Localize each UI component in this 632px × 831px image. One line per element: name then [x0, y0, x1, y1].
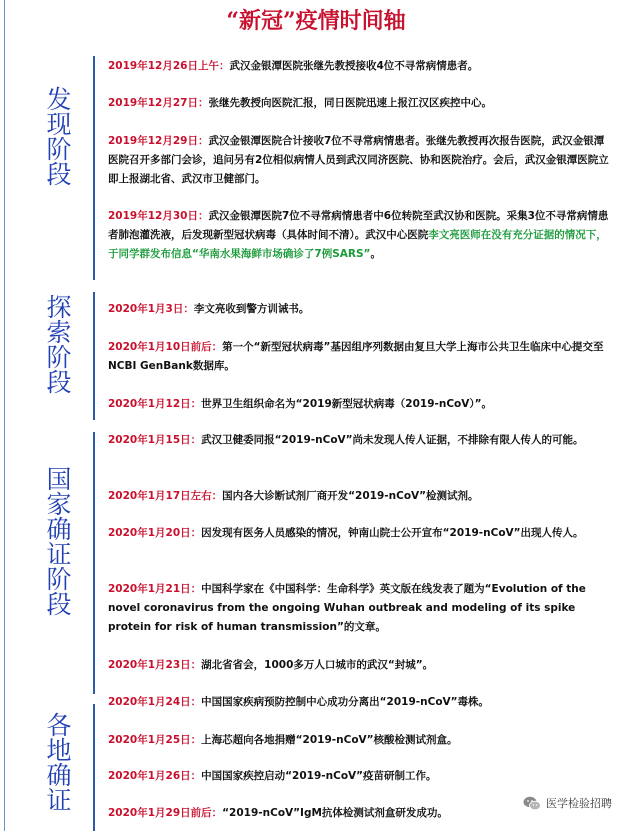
entry-text: 武汉金银潭医院张继先教授接收4位不寻常病情患者。	[229, 60, 479, 72]
entry-text: 武汉金银潭医院7位不寻常病情患者中6位转院至武汉协和医院。采集3位不寻常病情患者肺泡灌洗液，后发现新型冠状病毒（具体时间不清）。武汉中心医院	[108, 210, 609, 241]
entry-text: 张继先教授向医院汇报，同日医院迅速上报江汉区疾控中心。	[208, 97, 492, 109]
entry-text: 武汉卫健委同报“2019-nCoV”尚未发现人传人证据，不排除有限人传人的可能。	[201, 434, 584, 446]
phase-label-discovery: 发现阶段	[43, 86, 72, 186]
timeline-entry	[108, 395, 614, 414]
entry-text: 中国科学家在《中国科学：生命科学》英文版在线发表了题为“Evolution of the novel coronavirus from the ongoing Wuhan outbreak and modeling of its spike protein for risk of human transmission”的文章。	[108, 583, 586, 633]
entry-date: 2020年1月24日：	[108, 696, 202, 708]
entry-text: “2019-nCoV”IgM抗体检测试剂盒研发成功。	[222, 807, 448, 819]
wechat-watermark	[519, 793, 616, 813]
entry-text-tail: 。	[370, 248, 381, 260]
timeline-entry	[108, 300, 614, 319]
entry-text: 世界卫生组织命名为“2019新型冠状病毒（2019-nCoV）”。	[201, 398, 493, 410]
timeline-entry	[108, 57, 614, 76]
entry-date: 2020年1月3日：	[108, 303, 194, 315]
wechat-icon	[523, 796, 541, 811]
entry-date: 2019年12月26日上午：	[108, 60, 230, 72]
phase-line-national-confirmation	[93, 432, 95, 694]
timeline-entry	[108, 731, 614, 750]
timeline-entry	[108, 207, 614, 264]
entry-date: 2020年1月12日：	[108, 398, 202, 410]
entry-text: 武汉金银潭医院合计接收7位不寻常病情患者。张继先教授再次报告医院，武汉金银潭医院召开多部门会诊，追问另有2位相似病情人员到武汉同济医院、协和医院治疗。会后，武汉金银潭医院立即上报湖北省、武汉市卫健部门。	[108, 135, 609, 185]
phase-line-regional-confirmation	[93, 704, 95, 831]
entry-date: 2020年1月25日：	[108, 734, 202, 746]
timeline-entry	[108, 431, 614, 450]
timeline-entry	[108, 338, 614, 376]
entry-highlight-text: 李文亮医师在没有充分证据的情况下，于同学群发布信息“华南水果海鲜市场确诊了7例SARS”	[108, 229, 607, 260]
timeline-entry	[108, 693, 614, 712]
entry-text: 第一个“新型冠状病毒”基因组序列数据由复旦大学上海市公共卫生临床中心提交至NCBI GenBank数据库。	[108, 341, 604, 372]
phase-label-national-confirmation: 国家确证阶段	[43, 466, 72, 616]
entry-date: 2020年1月23日：	[108, 659, 202, 671]
entry-date: 2020年1月21日：	[108, 583, 202, 595]
timeline-entry	[108, 132, 614, 189]
entry-text: 湖北省省会，1000多万人口城市的武汉“封城”。	[201, 659, 434, 671]
timeline-entry	[108, 656, 614, 675]
entry-date: 2020年1月20日：	[108, 527, 202, 539]
entry-date: 2019年12月30日：	[108, 210, 209, 222]
timeline-entry	[108, 94, 614, 113]
entry-date: 2020年1月15日：	[108, 434, 202, 446]
entry-date: 2019年12月27日：	[108, 97, 209, 109]
page-left-border	[4, 0, 5, 831]
timeline-entry	[108, 524, 614, 543]
watermark-text: 医学检验招聘	[546, 797, 612, 810]
entry-date: 2020年1月29日前后：	[108, 807, 223, 819]
entry-text: 中国国家疾病预防控制中心成功分离出“2019-nCoV”毒株。	[201, 696, 490, 708]
timeline-entry	[108, 580, 614, 637]
entry-date: 2020年1月26日：	[108, 770, 202, 782]
entry-text: 上海芯超向各地捐赠“2019-nCoV”核酸检测试剂盒。	[201, 734, 458, 746]
entry-text: 李文亮收到警方训诫书。	[193, 303, 310, 315]
timeline-entry	[108, 767, 614, 786]
entry-date: 2020年1月10日前后：	[108, 341, 223, 353]
entry-text: 因发现有医务人员感染的情况，钟南山院士公开宣布“2019-nCoV”出现人传人。	[201, 527, 584, 539]
page-title: “新冠”疫情时间轴	[226, 8, 406, 34]
phase-line-exploration	[93, 292, 95, 420]
entry-text: 国内各大诊断试剂厂商开发“2019-nCoV”检测试剂。	[222, 490, 479, 502]
entry-date: 2020年1月17日左右：	[108, 490, 223, 502]
phase-label-exploration: 探索阶段	[43, 294, 72, 394]
phase-line-discovery	[93, 56, 95, 280]
phase-label-regional-confirmation: 各地确证	[43, 712, 72, 812]
timeline-entry	[108, 487, 614, 506]
entry-date: 2019年12月29日：	[108, 135, 209, 147]
entry-text: 中国国家疾控启动“2019-nCoV”疫苗研制工作。	[201, 770, 437, 782]
